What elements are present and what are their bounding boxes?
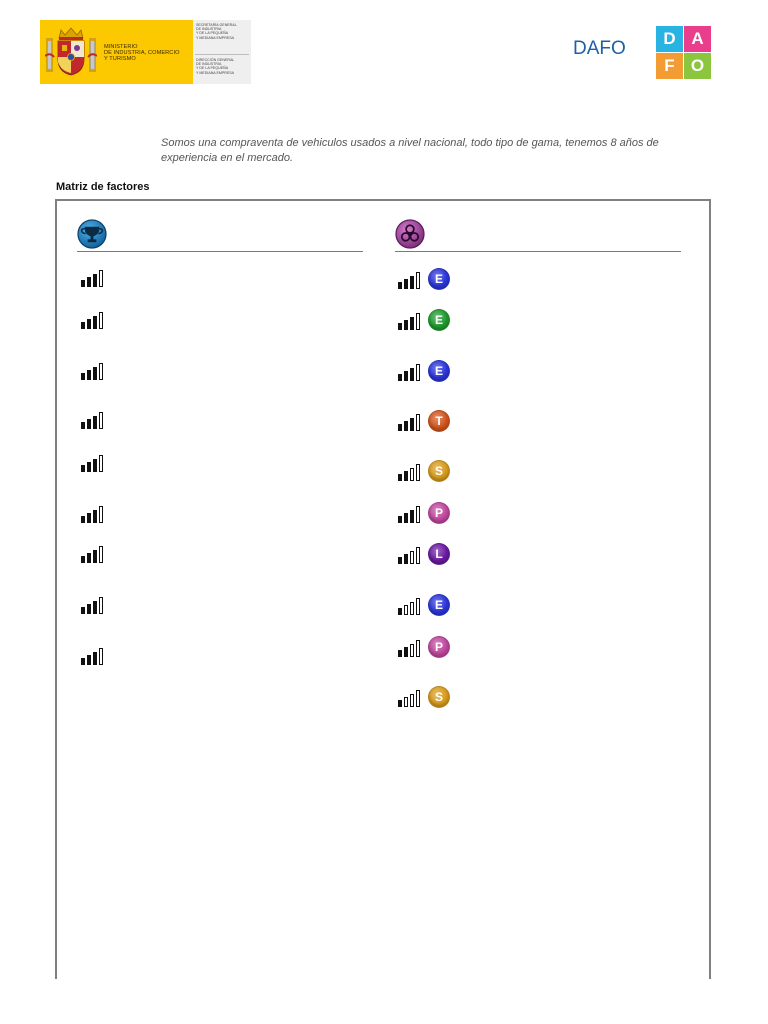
strength-factor-row [81,454,103,472]
signal-bar [87,553,91,563]
signal-bar [416,640,420,657]
signal-bar [410,418,414,431]
signal-strength-icon [81,505,103,523]
signal-bar [416,690,420,707]
dafo-logo-letter-a: A [684,26,711,52]
ministry-name: MINISTERIO DE INDUSTRIA, COMERCIO Y TURISMO [104,44,180,62]
signal-strength-icon [398,639,420,657]
signal-bar [93,601,97,614]
signal-bar [81,280,85,287]
category-badge-icon: S [428,460,450,482]
signal-bar [398,374,402,381]
signal-strength-icon [81,311,103,329]
signal-bar [81,607,85,614]
signal-bar [99,506,103,523]
strength-factor-row [81,269,103,287]
signal-bar [99,648,103,665]
signal-bar [398,424,402,431]
signal-bar [404,371,408,381]
signal-bar [99,412,103,429]
category-badge-icon: S [428,686,450,708]
signal-bar [416,506,420,523]
signal-strength-icon [81,454,103,472]
signal-strength-icon [398,505,420,523]
signal-bar [93,416,97,429]
signal-bar [410,317,414,330]
threat-factor-row [398,594,450,615]
signal-bar [93,459,97,472]
left-column-rule [77,251,363,252]
signal-strength-icon [398,363,420,381]
category-badge-icon: E [428,309,450,331]
signal-bar [410,602,414,615]
signal-bar [398,608,402,615]
category-badge-icon: P [428,636,450,658]
signal-bar [81,516,85,523]
signal-bar [416,547,420,564]
direccion-label: DIRECCIÓN GENERAL DE INDUSTRIA Y DE LA PEQUEÑA Y MEDIANA EMPRESA [196,58,235,75]
logo-divider [195,54,249,55]
signal-bar [416,598,420,615]
signal-bar [99,546,103,563]
signal-bar [87,319,91,329]
signal-bar [87,419,91,429]
factor-matrix [55,199,711,979]
signal-bar [81,658,85,665]
signal-bar [398,323,402,330]
threat-factor-row [398,543,450,564]
signal-bar [398,557,402,564]
signal-bar [99,363,103,380]
ministry-logo-sub-panel [193,20,251,84]
secretaria-label: SECRETARÍA GENERAL DE INDUSTRIA Y DE LA PEQUEÑA Y MEDIANA EMPRESA [196,23,237,40]
strength-factor-row [81,647,103,665]
signal-bar [416,313,420,330]
signal-bar [99,597,103,614]
signal-bar [81,322,85,329]
signal-bar [398,282,402,289]
signal-bar [410,276,414,289]
signal-bar [81,422,85,429]
signal-strength-icon [81,269,103,287]
signal-strength-icon [398,597,420,615]
signal-bar [404,605,408,615]
dafo-logo-letter-f: F [656,53,683,79]
signal-bar [416,414,420,431]
signal-strength-icon [81,596,103,614]
intro-text: Somos una compraventa de vehiculos usados a nivel nacional, todo tipo de gama, tenemos 8 años de experiencia en el mercado. [161,137,659,164]
signal-bar [416,364,420,381]
coat-of-arms-icon [45,26,97,78]
signal-strength-icon [398,413,420,431]
strength-factor-row [81,505,103,523]
signal-strength-icon [81,362,103,380]
right-column-rule [395,251,681,252]
section-title: Matriz de factores [56,181,150,193]
signal-bar [87,655,91,665]
dafo-logo-letter-d: D [656,26,683,52]
strength-factor-row [81,411,103,429]
signal-bar [404,421,408,431]
threat-factor-row [398,460,450,481]
category-badge-icon: L [428,543,450,565]
signal-strength-icon [81,545,103,563]
category-badge-icon: T [428,410,450,432]
signal-bar [404,513,408,523]
signal-bar [398,700,402,707]
threat-factor-row [398,686,450,707]
signal-strength-icon [398,312,420,330]
signal-bar [93,316,97,329]
threat-factor-row [398,268,450,289]
threat-factor-row [398,636,450,657]
ministry-logo [40,20,251,84]
signal-bar [81,465,85,472]
signal-bar [398,650,402,657]
signal-bar [410,368,414,381]
signal-bar [93,510,97,523]
biohazard-icon [395,219,425,249]
signal-bar [398,474,402,481]
signal-bar [410,644,414,657]
strength-factor-row [81,596,103,614]
category-badge-icon: E [428,268,450,290]
signal-bar [410,551,414,564]
category-badge-icon: E [428,594,450,616]
signal-strength-icon [398,546,420,564]
signal-bar [99,312,103,329]
dafo-logo [656,26,711,79]
signal-bar [87,513,91,523]
ministry-logo-gold-panel [40,20,193,84]
threat-factor-row [398,360,450,381]
threat-factor-row [398,502,450,523]
signal-bar [398,516,402,523]
signal-strength-icon [398,463,420,481]
signal-bar [410,510,414,523]
signal-bar [404,554,408,564]
category-badge-icon: E [428,360,450,382]
signal-bar [81,556,85,563]
signal-bar [404,471,408,481]
trophy-icon [77,219,107,249]
signal-bar [81,373,85,380]
signal-bar [93,274,97,287]
signal-bar [416,464,420,481]
signal-bar [410,468,414,481]
signal-bar [404,647,408,657]
page-title: DAFO [573,38,626,59]
dafo-logo-letter-o: O [684,53,711,79]
signal-bar [87,370,91,380]
signal-bar [404,697,408,707]
threat-factor-row [398,410,450,431]
category-badge-icon: P [428,502,450,524]
threat-factor-row [398,309,450,330]
strength-factor-row [81,362,103,380]
signal-strength-icon [398,689,420,707]
signal-strength-icon [81,647,103,665]
signal-bar [87,604,91,614]
signal-bar [410,694,414,707]
signal-strength-icon [81,411,103,429]
strength-factor-row [81,545,103,563]
signal-bar [87,462,91,472]
signal-bar [99,270,103,287]
signal-bar [99,455,103,472]
strength-factor-row [81,311,103,329]
signal-bar [416,272,420,289]
signal-bar [93,367,97,380]
signal-strength-icon [398,271,420,289]
signal-bar [87,277,91,287]
signal-bar [404,320,408,330]
signal-bar [404,279,408,289]
signal-bar [93,550,97,563]
signal-bar [93,652,97,665]
